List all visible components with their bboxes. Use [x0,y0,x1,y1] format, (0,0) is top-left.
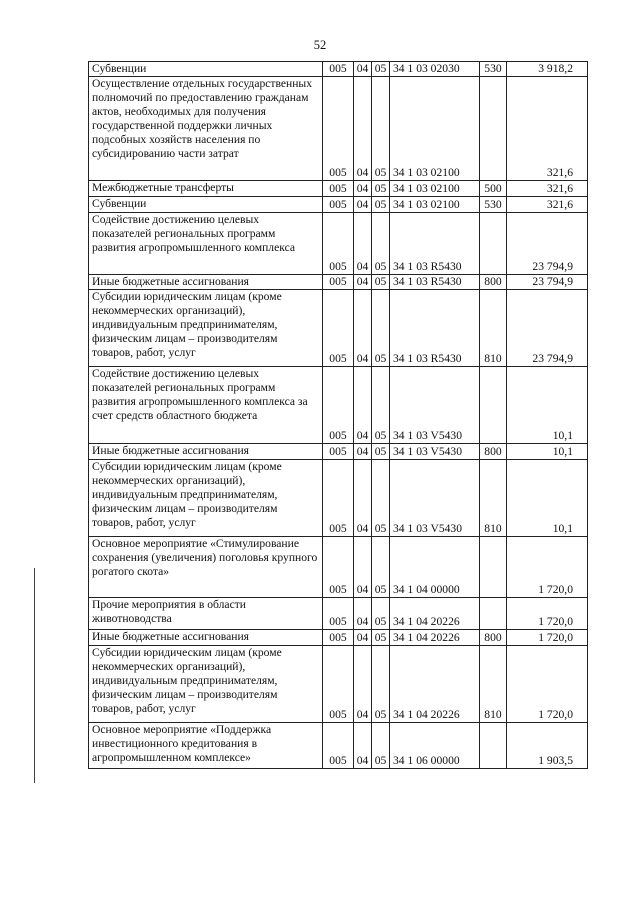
row-section-code: 04 [354,197,372,213]
row-section-code: 04 [354,275,372,290]
row-amount: 321,6 [507,181,588,197]
row-grbs-code: 005 [323,537,354,598]
row-name: Субсидии юридическим лицам (кроме некоммерческих организаций), индивидуальным предпринимателям, физическим лицам – производителям товаров, работ, услуг [89,460,323,537]
row-grbs-code: 005 [323,213,354,275]
row-expense-type: 530 [480,197,507,213]
row-grbs-code: 005 [323,367,354,444]
row-name: Содействие достижению целевых показателей региональных программ развития агропромышленного комплекса [89,213,323,275]
row-subsection-code: 05 [372,460,390,537]
row-section-code: 04 [354,598,372,630]
row-section-code: 04 [354,444,372,460]
row-section-code: 04 [354,646,372,723]
row-target-article: 34 1 04 20226 [390,646,480,723]
row-grbs-code: 005 [323,62,354,77]
budget-table-body [89,62,588,769]
row-name: Субсидии юридическим лицам (кроме некоммерческих организаций), индивидуальным предпринимателям, физическим лицам – производителям товаров, работ, услуг [89,290,323,367]
row-expense-type: 810 [480,460,507,537]
budget-table [88,61,588,769]
row-subsection-code: 05 [372,537,390,598]
row-subsection-code: 05 [372,646,390,723]
row-subsection-code: 05 [372,275,390,290]
row-name: Основное мероприятие «Поддержка инвестиционного кредитования в агропромышленном комплексе» [89,723,323,769]
row-target-article: 34 1 06 00000 [390,723,480,769]
row-target-article: 34 1 03 02030 [390,62,480,77]
row-amount: 1 720,0 [507,630,588,646]
row-grbs-code: 005 [323,444,354,460]
row-target-article: 34 1 03 R5430 [390,290,480,367]
table-row [89,62,588,77]
row-target-article: 34 1 03 02100 [390,181,480,197]
row-name: Прочие мероприятия в области животноводства [89,598,323,630]
row-section-code: 04 [354,630,372,646]
row-expense-type: 530 [480,62,507,77]
row-name: Субвенции [89,62,323,77]
row-name: Иные бюджетные ассигнования [89,630,323,646]
row-amount: 23 794,9 [507,290,588,367]
row-grbs-code: 005 [323,275,354,290]
row-grbs-code: 005 [323,181,354,197]
row-subsection-code: 05 [372,630,390,646]
row-subsection-code: 05 [372,367,390,444]
row-grbs-code: 005 [323,598,354,630]
row-amount: 10,1 [507,444,588,460]
row-amount: 1 720,0 [507,646,588,723]
row-target-article: 34 1 03 V5430 [390,367,480,444]
row-expense-type [480,213,507,275]
row-grbs-code: 005 [323,290,354,367]
page-number: 52 [313,38,327,52]
row-grbs-code: 005 [323,460,354,537]
row-expense-type: 500 [480,181,507,197]
table-row [89,444,588,460]
margin-line [34,568,35,783]
row-grbs-code: 005 [323,723,354,769]
row-amount: 1 720,0 [507,537,588,598]
row-name: Межбюджетные трансферты [89,181,323,197]
table-row [89,77,588,181]
row-section-code: 04 [354,77,372,181]
row-name: Субвенции [89,197,323,213]
table-row [89,460,588,537]
row-expense-type [480,537,507,598]
table-row [89,598,588,630]
row-target-article: 34 1 03 R5430 [390,275,480,290]
table-row [89,197,588,213]
row-amount: 23 794,9 [507,213,588,275]
row-section-code: 04 [354,181,372,197]
row-expense-type: 800 [480,444,507,460]
row-subsection-code: 05 [372,197,390,213]
row-expense-type: 800 [480,630,507,646]
row-expense-type: 810 [480,646,507,723]
row-grbs-code: 005 [323,646,354,723]
row-target-article: 34 1 03 02100 [390,77,480,181]
row-expense-type [480,598,507,630]
row-subsection-code: 05 [372,444,390,460]
row-amount: 321,6 [507,197,588,213]
row-expense-type [480,723,507,769]
row-amount: 10,1 [507,367,588,444]
row-expense-type: 800 [480,275,507,290]
row-name: Основное мероприятие «Стимулирование сохранения (увеличения) поголовья крупного рогатого скота» [89,537,323,598]
row-section-code: 04 [354,62,372,77]
row-amount: 321,6 [507,77,588,181]
row-subsection-code: 05 [372,213,390,275]
table-row [89,630,588,646]
row-target-article: 34 1 03 02100 [390,197,480,213]
table-row [89,537,588,598]
row-section-code: 04 [354,290,372,367]
row-target-article: 34 1 04 20226 [390,630,480,646]
row-expense-type [480,77,507,181]
row-section-code: 04 [354,367,372,444]
row-section-code: 04 [354,537,372,598]
row-subsection-code: 05 [372,723,390,769]
row-subsection-code: 05 [372,598,390,630]
row-target-article: 34 1 03 R5430 [390,213,480,275]
row-target-article: 34 1 03 V5430 [390,444,480,460]
row-amount: 3 918,2 [507,62,588,77]
table-row [89,275,588,290]
row-subsection-code: 05 [372,181,390,197]
row-name: Осуществление отдельных государственных полномочий по предоставлению гражданам актов, необходимых для получения государственной поддержки личных подсобных хозяйств населения по субсидированию части затрат [89,77,323,181]
row-section-code: 04 [354,460,372,537]
row-target-article: 34 1 03 V5430 [390,460,480,537]
table-row [89,213,588,275]
row-amount: 1 720,0 [507,598,588,630]
row-expense-type [480,367,507,444]
table-row [89,646,588,723]
row-amount: 23 794,9 [507,275,588,290]
row-name: Содействие достижению целевых показателей региональных программ развития агропромышленного комплекса за счет средств областного бюджета [89,367,323,444]
row-name: Иные бюджетные ассигнования [89,275,323,290]
row-subsection-code: 05 [372,77,390,181]
row-name: Субсидии юридическим лицам (кроме некоммерческих организаций), индивидуальным предпринимателям, физическим лицам – производителям товаров, работ, услуг [89,646,323,723]
row-subsection-code: 05 [372,290,390,367]
row-section-code: 04 [354,723,372,769]
row-target-article: 34 1 04 20226 [390,598,480,630]
row-section-code: 04 [354,213,372,275]
table-row [89,723,588,769]
row-amount: 10,1 [507,460,588,537]
table-row [89,181,588,197]
row-grbs-code: 005 [323,197,354,213]
row-name: Иные бюджетные ассигнования [89,444,323,460]
table-row [89,290,588,367]
row-grbs-code: 005 [323,77,354,181]
row-grbs-code: 005 [323,630,354,646]
row-subsection-code: 05 [372,62,390,77]
row-amount: 1 903,5 [507,723,588,769]
table-row [89,367,588,444]
row-target-article: 34 1 04 00000 [390,537,480,598]
row-expense-type: 810 [480,290,507,367]
